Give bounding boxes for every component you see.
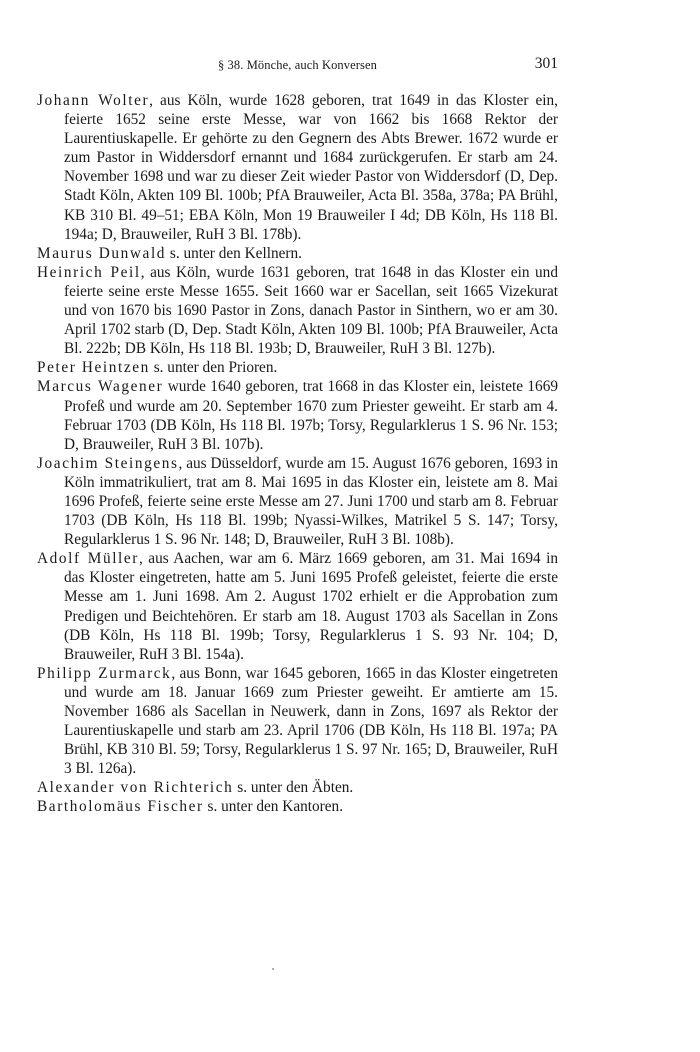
entry: [37, 377, 558, 453]
entry-name: Alexander von Richterich: [37, 779, 234, 797]
entry: [37, 778, 558, 797]
entry-text: s. unter den Prioren.: [149, 359, 278, 377]
entry-text: wurde 1640 geboren, trat 1668 in das Kloster ein, leistete 1669 Profeß und wurde am 20. September 1670 zum Priester geweiht. Er starb am 4. Februar 1703 (DB Köln, Hs 118 Bl. 197b; Torsy, Regularklerus 1 S. 96 Nr. 153; D, Brauweiler, RuH 3 Bl. 107b).: [64, 378, 558, 453]
entry: [37, 263, 558, 358]
entry-name: Philipp Zurmarck: [37, 664, 172, 682]
entry-name: Peter Heintzen: [37, 359, 150, 377]
entry-text: s. unter den Äbten.: [233, 779, 354, 797]
entry-text: s. unter den Kantoren.: [203, 798, 344, 816]
entry-list: [37, 91, 558, 817]
print-speck: [272, 968, 274, 970]
entry-text: s. unter den Kellnern.: [166, 244, 302, 262]
entry-text: , aus Köln, wurde 1631 geboren, trat 1648 in das Kloster ein und feierte seine erste Messe 1655. Seit 1660 war er Sacellan, seit 1665 Vizekurat und von 1670 bis 1690 Pastor in Zons, danach Pastor in Sinthern, wo er am 30. April 1702 starb (D, Dep. Stadt Köln, Akten 109 Bl. 100b; PfA Brauweiler, Acta Bl. 222b; DB Köln, Hs 118 Bl. 193b; D, Brauweiler, RuH 3 Bl. 127b).: [64, 263, 558, 358]
entry: [37, 664, 558, 779]
page-number: 301: [534, 55, 558, 72]
entry-name: Marcus Wagener: [37, 378, 164, 396]
entry: [37, 454, 558, 549]
entry: [37, 91, 558, 244]
running-head: [37, 55, 558, 75]
entry-name: Johann Wolter: [37, 92, 150, 109]
entry-name: Adolf Müller: [37, 550, 139, 568]
entry: [37, 244, 558, 263]
entry-name: Maurus Dunwald: [37, 244, 167, 262]
entry-text: , aus Bonn, war 1645 geboren, 1665 in das Kloster eingetreten und wurde am 18. Januar 1669 zum Priester geweiht. Er amtierte am 15. November 1686 als Sacellan in Neuwerk, dann in Zons, 1697 als Rektor der Laurentiuskapelle und starb am 23. April 1706 (DB Köln, Hs 118 Bl. 197a; PA Brühl, KB 310 Bl. 59; Torsy, Regularklerus 1 S. 97 Nr. 165; D, Brauweiler, RuH 3 Bl. 126a).: [64, 664, 558, 778]
entry-text: , aus Köln, wurde 1628 geboren, trat 1649 in das Kloster ein, feierte 1652 seine erste Messe, war von 1662 bis 1668 Rektor der Laurentiuskapelle. Er gehörte zu den Gegnern des Abts Brewer. 1672 wurde er zum Pastor in Widdersdorf ernannt und 1684 zurückgerufen. Er starb am 24. November 1698 und war zu dieser Zeit wieder Pastor von Widdersdorf (D, Dep. Stadt Köln, Akten 109 Bl. 100b; PfA Brauweiler, Acta Bl. 358a, 378a; PA Brühl, KB 310 Bl. 49–51; EBA Köln, Mon 19 Brauweiler I 4d; DB Köln, Hs 118 Bl. 194a; D, Brauweiler, RuH 3 Bl. 178b).: [64, 92, 558, 243]
entry: [37, 358, 558, 377]
entry: [37, 797, 558, 816]
section-title: § 38. Mönche, auch Konversen: [217, 58, 377, 72]
entry-name: Joachim Steingens: [37, 454, 179, 472]
entry-name: Bartholomäus Fischer: [37, 798, 204, 816]
entry: [37, 549, 558, 664]
entry-text: , aus Aachen, war am 6. März 1669 geboren, am 31. Mai 1694 in das Kloster eingetreten, hatte am 5. Juni 1695 Profeß geleistet, feierte die erste Messe am 1. Juni 1698. Am 2. August 1702 erhielt er die Approbation zum Predigen und Beichtehören. Er starb am 18. August 1703 als Sacellan in Zons (DB Köln, Hs 118 Bl. 199b; Torsy, Regularklerus 1 S. 93 Nr. 104; D, Brauweiler, RuH 3 Bl. 154a).: [64, 550, 558, 663]
entry-text: , aus Düsseldorf, wurde am 15. August 1676 geboren, 1693 in Köln immatrikuliert, trat am 8. Mai 1695 in das Kloster ein, leistete am 8. Mai 1696 Profeß, feierte seine erste Messe am 27. Juni 1700 und starb am 8. Februar 1703 (DB Köln, Hs 118 Bl. 199b; Nyassi-Wilkes, Matrikel 5 S. 147; Torsy, Regularklerus 1 S. 96 Nr. 148; D, Brauweiler, RuH 3 Bl. 108b).: [64, 454, 558, 549]
entry-name: Heinrich Peil: [37, 263, 141, 281]
